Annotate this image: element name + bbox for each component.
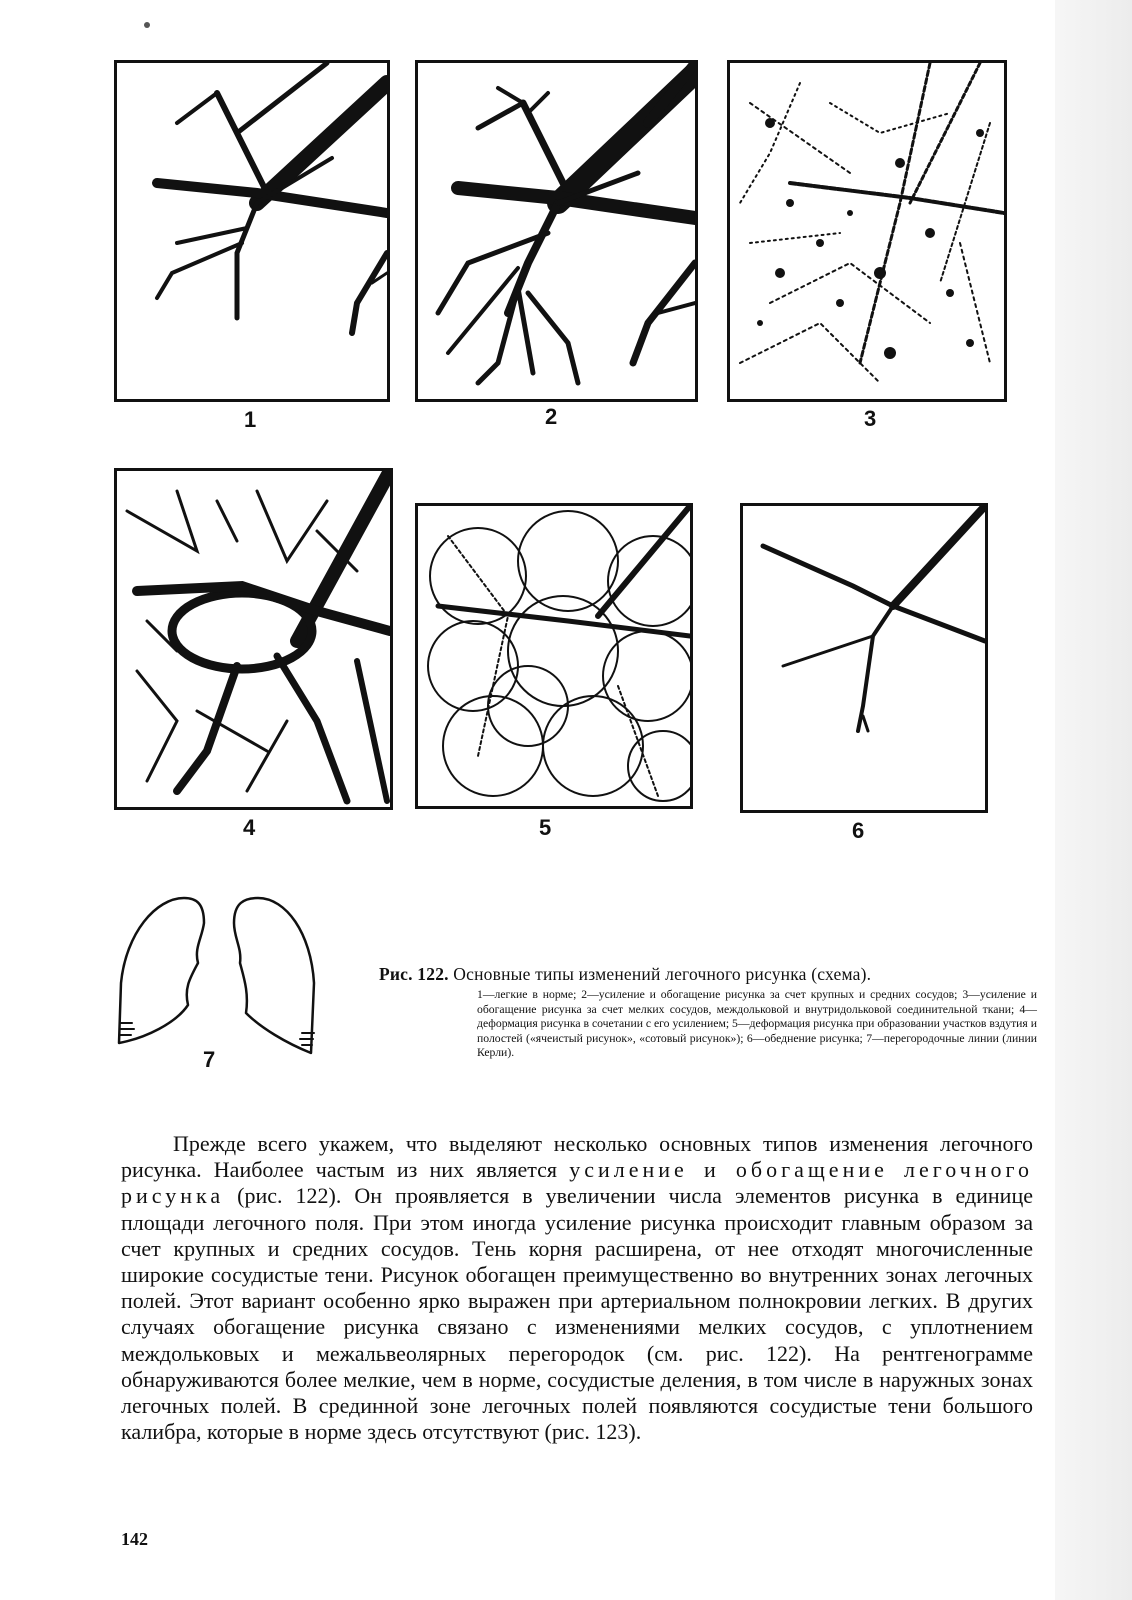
caption-title: Основные типы изменений легочного рисунка (схема). xyxy=(453,964,872,984)
caption-body: 1—легкие в норме; 2—усиление и обогащение рисунка за счет крупных и средних сосудов; 3—усиление и обогащение рисунка за счет мелких сосудов, междольковой и внутридольковой соединительной ткани; 4—деформация рисунка в сочетании с его усилением; 5—деформация рисунка при образовании участков вздутия и полостей («ячеистый рисунок», «сотовый рисунок»); 6—обеднение рисунка; 7—перегородочные линии (линии Керли). xyxy=(477,988,1037,1060)
vessel-pattern-honeycomb xyxy=(418,506,690,806)
panel-label-5: 5 xyxy=(539,815,552,840)
body-paragraph xyxy=(121,1131,1033,1445)
vessel-pattern-normal xyxy=(117,63,387,399)
figure-panel-2 xyxy=(415,60,698,402)
vessel-pattern-enriched xyxy=(418,63,695,399)
figure-caption xyxy=(379,964,1037,1061)
figure-panel-5 xyxy=(415,503,693,809)
caption-heading xyxy=(379,964,1037,985)
lungs-outline-kerley-lines xyxy=(116,893,326,1083)
figure-panel-3 xyxy=(727,60,1007,402)
panel-label-4: 4 xyxy=(243,815,256,840)
page-number: 142 xyxy=(121,1529,148,1549)
panel-label-3: 3 xyxy=(864,406,877,431)
body-text-part-2: (рис. 122). Он проявляется в увеличении числа элементов рисунка в единице площади легочного поля. При этом иногда усиление рисунка происходит главным образом за счет крупных и средних сосудов. Тень корня расширена, от нее отходят многочисленные широкие сосудистые тени. Рисунок обогащен преимущественно во внутренних зонах легочных полей. Этот вариант особенно ярко выражен при артериальном полнокровии легких. В других случаях обогащение рисунка связано с изменениями мелких сосудов, с уплотнением междольковых и межальвеолярных перегородок (см. рис. 122). На рентгенограмме обнаруживаются более мелкие, чем в норме, сосудистые деления, в том числе в наружных зонах легочных полей. В срединной зоне легочных полей появляются сосудистые тени большого калибра, которые в норме здесь отсутствуют (рис. 123). xyxy=(121,1183,1033,1445)
panel-label-6: 6 xyxy=(852,818,865,843)
print-speck xyxy=(144,22,150,28)
panel-label-2: 2 xyxy=(545,404,558,429)
figure-panel-4 xyxy=(114,468,393,810)
vessel-pattern-depleted xyxy=(743,506,985,810)
vessel-pattern-deformed xyxy=(117,471,390,807)
body-text-emphasis: усиление и обогащение легочного рисунка xyxy=(121,1157,1034,1209)
caption-prefix: Рис. 122. xyxy=(379,964,449,984)
panel-label-1: 1 xyxy=(244,407,257,432)
body-text-part-1: Прежде всего укажем, что выделяют несколько основных типов изменения легочного рисунка. Наиболее частым из них является xyxy=(121,1131,1033,1183)
figure-panel-1 xyxy=(114,60,390,402)
page-edge-shadow xyxy=(1055,0,1132,1600)
vessel-pattern-fine-mesh xyxy=(730,63,1004,399)
figure-panel-6 xyxy=(740,503,988,813)
panel-label-7: 7 xyxy=(203,1047,216,1072)
